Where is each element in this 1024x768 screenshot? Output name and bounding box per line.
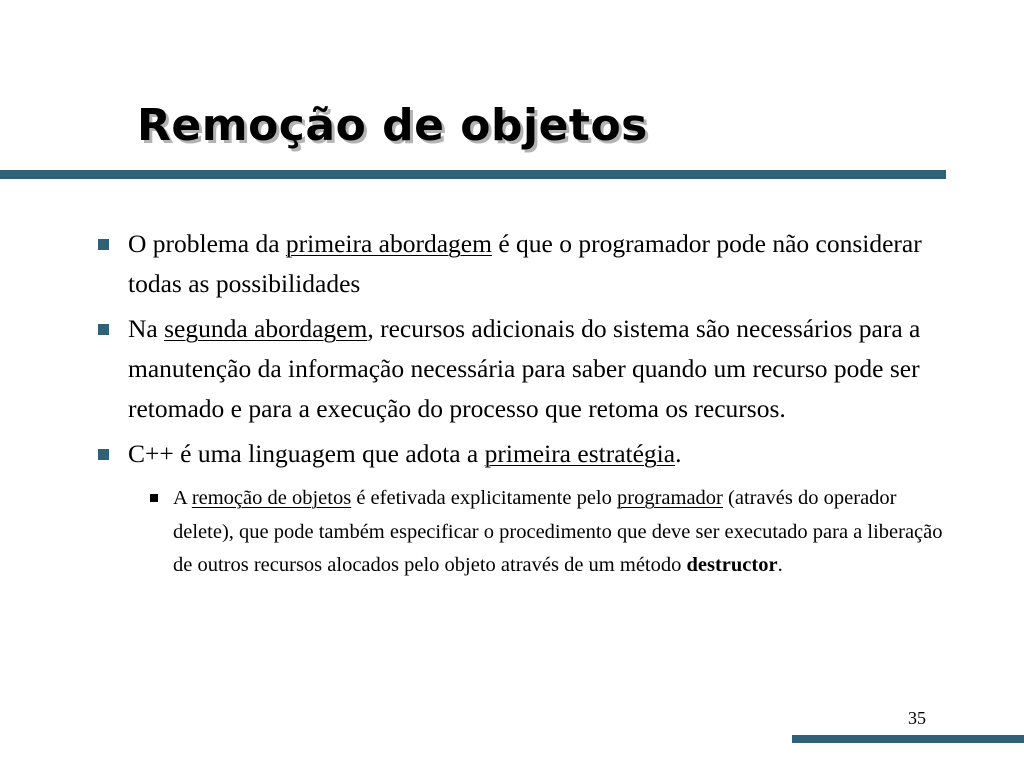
sub-bullet-text: A (173, 487, 192, 509)
sub-bullet-item (0, 482, 943, 583)
slide-title: Remoção de objetos (137, 100, 648, 151)
bullet-item (0, 434, 934, 474)
bullet-text: Na (128, 314, 165, 343)
page-number: 35 (908, 708, 926, 728)
underlined-term: remoção de objetos (191, 487, 352, 509)
slide-content (0, 224, 1024, 583)
underlined-term: segunda abordagem (164, 314, 368, 343)
bullet-text: , recursos adicionais do sistema são necessários para a manutenção da informação necessária para saber quando um recurso pode ser retomado e para a execução do processo que retoma os recursos. (128, 314, 921, 423)
bullet-text: O problema da (128, 229, 286, 258)
title-divider (0, 170, 946, 179)
sub-bullet-text: (através do operador delete), que pode também especificar o procedimento que deve ser executado para a liberação de outros recursos alocados pelo objeto através de um método (173, 487, 943, 576)
bullet-item (0, 309, 934, 429)
bullet-text: é que o programador pode não considerar todas as possibilidades (128, 229, 922, 298)
bold-term: destructor (686, 554, 778, 576)
bullet-item (0, 224, 934, 304)
sub-bullet-text: é efetivada explicitamente pelo (351, 487, 618, 509)
underlined-term: programador (617, 487, 723, 509)
bullet-text: C++ é uma linguagem que adota a (128, 439, 485, 468)
footer-divider (792, 735, 1024, 743)
underlined-term: primeira estratégia (484, 439, 676, 468)
bullet-text: . (675, 439, 682, 468)
underlined-term: primeira abordagem (285, 229, 492, 258)
sub-bullet-text: . (777, 554, 783, 576)
